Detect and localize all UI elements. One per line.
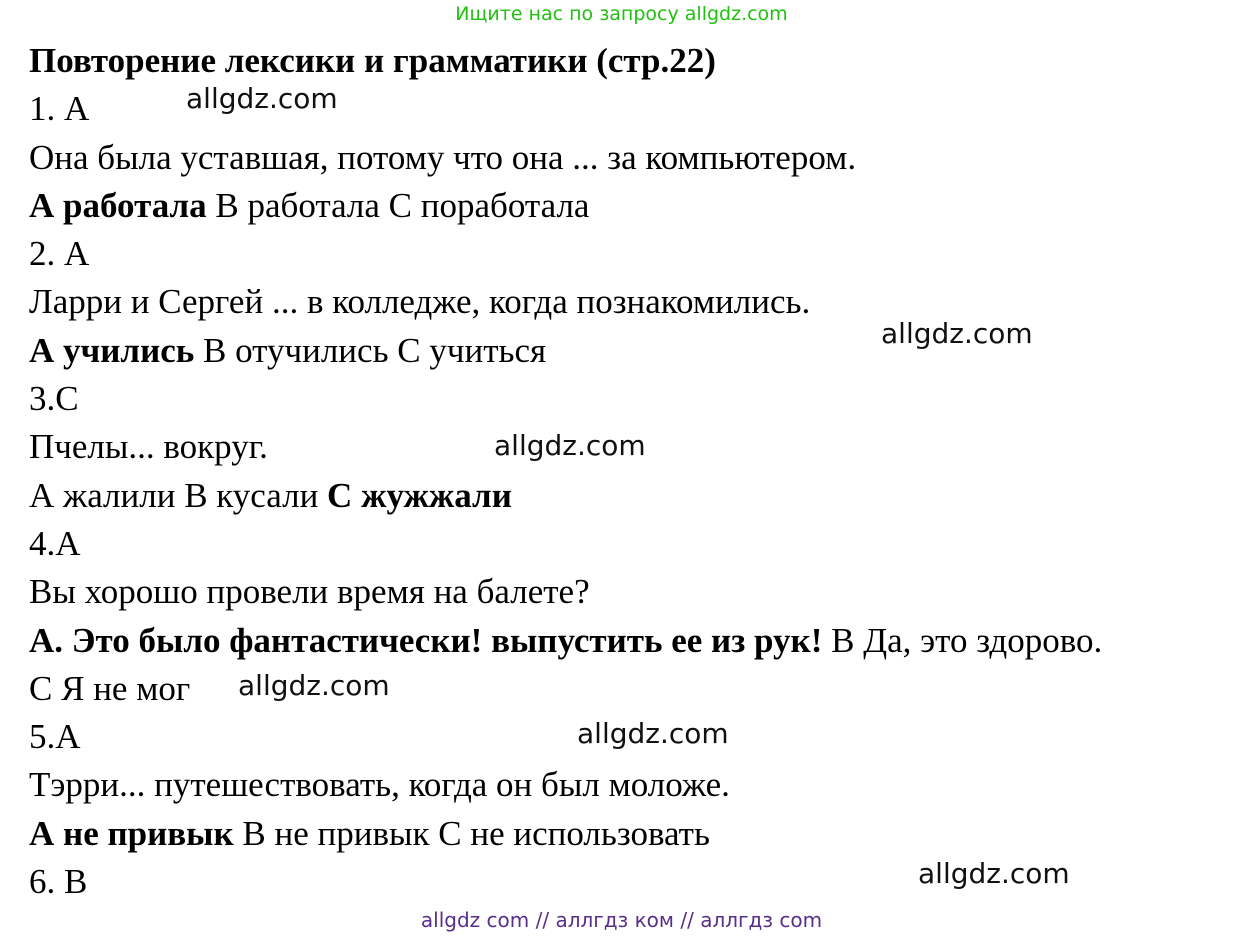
item-4-correct-option: А. Это было фантастически! выпустить ее из рук! bbox=[29, 620, 823, 660]
item-5-correct-option: А не привык bbox=[29, 813, 234, 853]
watermark: allgdz.com bbox=[494, 429, 646, 462]
item-6-answer: 6. В bbox=[29, 862, 88, 902]
item-3-correct-option: С жужжали bbox=[327, 475, 512, 515]
item-3-options bbox=[29, 472, 1243, 520]
item-2-correct-option: А учились bbox=[29, 330, 195, 370]
item-2-other-options: В отучились С учиться bbox=[194, 330, 547, 370]
item-1-answer: 1. А bbox=[29, 89, 90, 129]
page-title: Повторение лексики и грамматики (стр.22) bbox=[29, 41, 716, 80]
item-2-question: Ларри и Сергей ... в колледже, когда познакомились. bbox=[29, 282, 811, 322]
watermark: allgdz.com bbox=[186, 82, 338, 115]
item-4-question: Вы хорошо провели время на балете? bbox=[29, 572, 590, 612]
exercise-content bbox=[29, 37, 1243, 906]
watermark: allgdz.com bbox=[238, 669, 390, 702]
item-3-other-options: А жалили В кусали bbox=[29, 475, 328, 515]
item-3-question: Пчелы... вокруг. bbox=[29, 427, 268, 467]
item-1-options bbox=[29, 182, 1243, 230]
watermark: allgdz.com bbox=[577, 717, 729, 750]
watermark: allgdz.com bbox=[918, 857, 1070, 890]
item-4-options bbox=[29, 617, 1243, 665]
item-4-options-continued: С Я не мог bbox=[29, 668, 191, 708]
item-4-answer: 4.А bbox=[29, 523, 81, 563]
item-5-options bbox=[29, 810, 1243, 858]
top-banner: Ищите нас по запросу allgdz.com bbox=[455, 3, 788, 25]
item-1-other-options: В работала С поработала bbox=[206, 185, 590, 225]
item-5-question: Тэрри... путешествовать, когда он был моложе. bbox=[29, 765, 730, 805]
item-2-answer: 2. А bbox=[29, 234, 90, 274]
item-1-correct-option: А работала bbox=[29, 185, 207, 225]
footer-links: allgdz com // аллгдз ком // аллгдз com bbox=[420, 908, 823, 932]
item-2-options bbox=[29, 327, 1243, 375]
item-5-other-options: В не привык С не использовать bbox=[233, 813, 710, 853]
item-3-answer: 3.С bbox=[29, 379, 79, 419]
item-4-other-options: В Да, это здорово. bbox=[822, 620, 1103, 660]
item-5-answer: 5.А bbox=[29, 717, 81, 757]
watermark: allgdz.com bbox=[881, 317, 1033, 350]
item-1-question: Она была уставшая, потому что она ... за компьютером. bbox=[29, 137, 857, 177]
